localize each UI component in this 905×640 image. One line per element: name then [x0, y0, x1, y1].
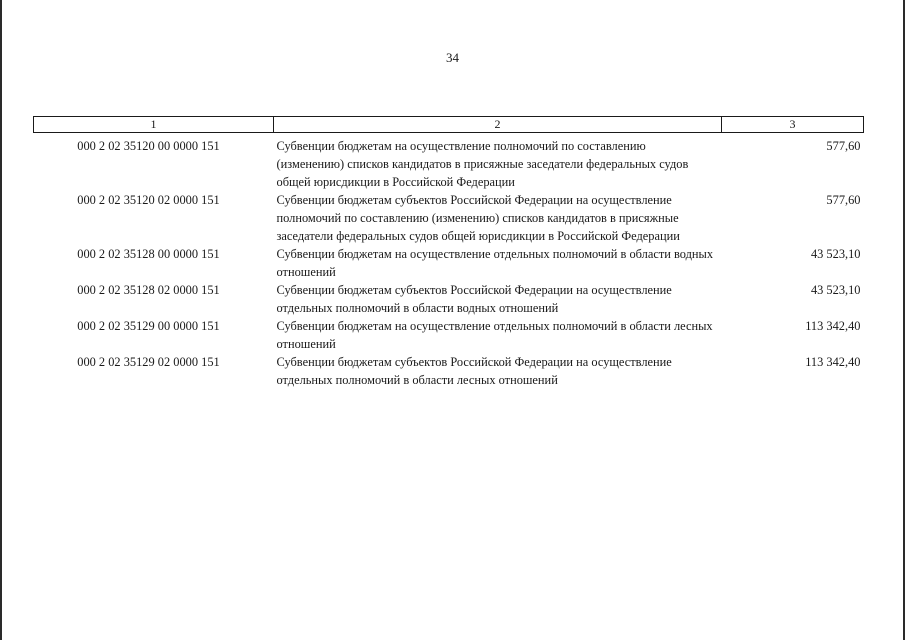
budget-code: 000 2 02 35128 02 0000 151: [77, 283, 220, 297]
table-body: [34, 133, 864, 390]
budget-code: 000 2 02 35129 02 0000 151: [77, 355, 220, 369]
row-amount: 577,60: [826, 139, 861, 153]
row-description: Субвенции бюджетам субъектов Российской Федерации на осуществление полномочий по составлению (изменению) списков кандидатов в присяжные заседатели федеральных судов общей юрисдикции в Российской Федерации: [276, 193, 680, 243]
scan-left-edge: [0, 0, 2, 640]
row-amount: 577,60: [826, 193, 861, 207]
row-amount: 113 342,40: [805, 319, 861, 333]
row-amount: 43 523,10: [810, 247, 861, 261]
table-header: [34, 117, 864, 133]
table-row: [34, 133, 864, 192]
header-row: [34, 117, 864, 133]
table-row: [34, 353, 864, 389]
row-amount: 43 523,10: [810, 283, 861, 297]
table-row: [34, 317, 864, 353]
table-row: [34, 191, 864, 245]
column-header-3: 3: [722, 117, 864, 133]
row-amount: 113 342,40: [805, 355, 861, 369]
budget-code: 000 2 02 35129 00 0000 151: [77, 319, 220, 333]
table-row: [34, 281, 864, 317]
row-description: Субвенции бюджетам на осуществление отдельных полномочий в области водных отношений: [276, 247, 714, 279]
budget-code: 000 2 02 35120 02 0000 151: [77, 193, 220, 207]
row-description: Субвенции бюджетам на осуществление полномочий по составлению (изменению) списков кандидатов в присяжные заседатели федеральных судов общей юрисдикции в Российской Федерации: [276, 139, 689, 189]
row-description: Субвенции бюджетам на осуществление отдельных полномочий в области лесных отношений: [276, 319, 713, 351]
column-header-2: 2: [274, 117, 722, 133]
column-header-1: 1: [34, 117, 274, 133]
row-description: Субвенции бюджетам субъектов Российской Федерации на осуществление отдельных полномочий в области лесных отношений: [276, 355, 672, 387]
budget-code: 000 2 02 35128 00 0000 151: [77, 247, 220, 261]
row-description: Субвенции бюджетам субъектов Российской Федерации на осуществление отдельных полномочий в области водных отношений: [276, 283, 672, 315]
page-number: 34: [446, 50, 459, 65]
budget-code: 000 2 02 35120 00 0000 151: [77, 139, 220, 153]
budget-table: [33, 116, 864, 389]
table-row: [34, 245, 864, 281]
